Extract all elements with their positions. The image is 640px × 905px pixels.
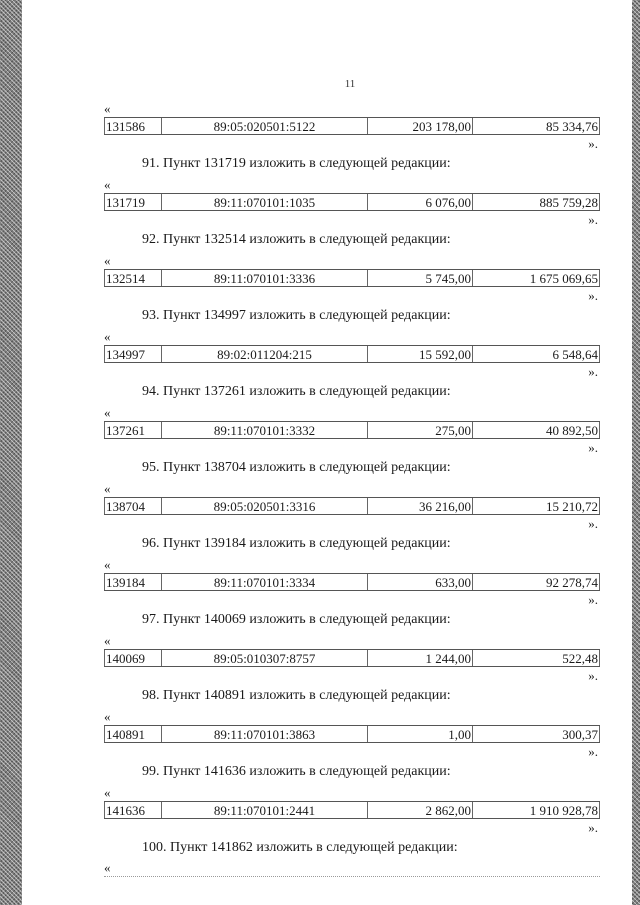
area-cell: 15 592,00	[368, 346, 473, 362]
item-number-cell: 140891	[104, 726, 162, 742]
closing-quote: ».	[588, 668, 598, 683]
area-cell: 5 745,00	[368, 270, 473, 286]
opening-quote: «	[104, 633, 111, 648]
table-row	[104, 421, 600, 439]
amendment-paragraph: 99. Пункт 141636 изложить в следующей редакции:	[142, 764, 451, 779]
table-row	[104, 801, 600, 819]
value-cell: 1 910 928,78	[473, 802, 600, 818]
table-row	[104, 345, 600, 363]
cadastral-number-cell: 89:11:070101:2441	[162, 802, 368, 818]
cadastral-number-cell: 89:11:070101:1035	[162, 194, 368, 210]
opening-quote: «	[104, 860, 600, 877]
amendment-paragraph: 92. Пункт 132514 изложить в следующей редакции:	[142, 232, 451, 247]
opening-quote: «	[104, 405, 111, 420]
area-cell: 2 862,00	[368, 802, 473, 818]
value-cell: 300,37	[473, 726, 600, 742]
area-cell: 36 216,00	[368, 498, 473, 514]
closing-quote: ».	[588, 744, 598, 759]
area-cell: 203 178,00	[368, 118, 473, 134]
amendment-paragraph: 97. Пункт 140069 изложить в следующей редакции:	[142, 612, 451, 627]
closing-quote: ».	[588, 440, 598, 455]
scan-edge-left	[0, 0, 22, 905]
item-number-cell: 141636	[104, 802, 162, 818]
cadastral-number-cell: 89:11:070101:3334	[162, 574, 368, 590]
area-cell: 6 076,00	[368, 194, 473, 210]
amendment-paragraph: 91. Пункт 131719 изложить в следующей редакции:	[142, 156, 451, 171]
value-cell: 885 759,28	[473, 194, 600, 210]
scan-edge-right	[632, 0, 640, 905]
cadastral-number-cell: 89:11:070101:3332	[162, 422, 368, 438]
item-number-cell: 131719	[104, 194, 162, 210]
opening-quote: «	[104, 177, 111, 192]
area-cell: 633,00	[368, 574, 473, 590]
table-row	[104, 573, 600, 591]
cadastral-number-cell: 89:11:070101:3863	[162, 726, 368, 742]
value-cell: 85 334,76	[473, 118, 600, 134]
opening-quote: «	[104, 709, 111, 724]
area-cell: 1 244,00	[368, 650, 473, 666]
table-row	[104, 497, 600, 515]
cadastral-number-cell: 89:05:010307:8757	[162, 650, 368, 666]
cadastral-number-cell: 89:05:020501:3316	[162, 498, 368, 514]
item-number-cell: 137261	[104, 422, 162, 438]
cadastral-number-cell: 89:05:020501:5122	[162, 118, 368, 134]
item-number-cell: 140069	[104, 650, 162, 666]
opening-quote: «	[104, 101, 111, 116]
closing-quote: ».	[588, 516, 598, 531]
closing-quote: ».	[588, 212, 598, 227]
table-row	[104, 193, 600, 211]
opening-quote: «	[104, 253, 111, 268]
opening-quote: «	[104, 785, 111, 800]
item-number-cell: 134997	[104, 346, 162, 362]
amendment-paragraph: 93. Пункт 134997 изложить в следующей редакции:	[142, 308, 451, 323]
value-cell: 6 548,64	[473, 346, 600, 362]
value-cell: 15 210,72	[473, 498, 600, 514]
table-row	[104, 269, 600, 287]
table-row	[104, 725, 600, 743]
table-row	[104, 649, 600, 667]
table-row	[104, 117, 600, 135]
item-number-cell: 131586	[104, 118, 162, 134]
amendment-paragraph: 100. Пункт 141862 изложить в следующей редакции:	[142, 840, 458, 855]
item-number-cell: 139184	[104, 574, 162, 590]
amendment-paragraph: 95. Пункт 138704 изложить в следующей редакции:	[142, 460, 451, 475]
document-body	[104, 100, 600, 877]
closing-quote: ».	[588, 364, 598, 379]
cadastral-number-cell: 89:02:011204:215	[162, 346, 368, 362]
item-number-cell: 132514	[104, 270, 162, 286]
opening-quote: «	[104, 557, 111, 572]
opening-quote: «	[104, 481, 111, 496]
closing-quote: ».	[588, 820, 598, 835]
cadastral-number-cell: 89:11:070101:3336	[162, 270, 368, 286]
closing-quote: ».	[588, 136, 598, 151]
opening-quote: «	[104, 329, 111, 344]
value-cell: 92 278,74	[473, 574, 600, 590]
area-cell: 275,00	[368, 422, 473, 438]
value-cell: 40 892,50	[473, 422, 600, 438]
amendment-paragraph: 96. Пункт 139184 изложить в следующей редакции:	[142, 536, 451, 551]
amendment-paragraph: 94. Пункт 137261 изложить в следующей редакции:	[142, 384, 451, 399]
area-cell: 1,00	[368, 726, 473, 742]
item-number-cell: 138704	[104, 498, 162, 514]
closing-quote: ».	[588, 592, 598, 607]
closing-quote: ».	[588, 288, 598, 303]
page-number: 11	[344, 78, 356, 90]
amendment-paragraph: 98. Пункт 140891 изложить в следующей редакции:	[142, 688, 451, 703]
value-cell: 522,48	[473, 650, 600, 666]
value-cell: 1 675 069,65	[473, 270, 600, 286]
